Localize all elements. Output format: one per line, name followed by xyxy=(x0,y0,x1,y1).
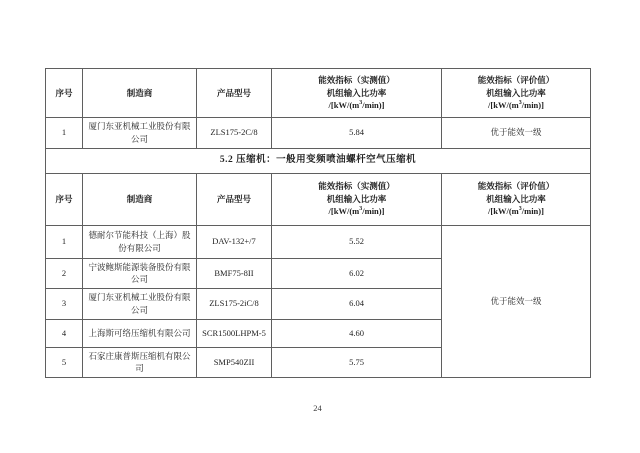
col-header-model: 产品型号 xyxy=(197,173,272,225)
cell-model: ZLS175-2iC/8 xyxy=(197,289,272,320)
col-header-evaluated xyxy=(442,69,591,118)
evaluated-header-unit: $/[kW/(m^3/\min)]$ xyxy=(488,100,544,111)
col-header-manufacturer: 制造商 xyxy=(83,69,197,118)
cell-index: 5 xyxy=(46,347,83,378)
cell-measured-value: 6.04 xyxy=(272,289,442,320)
cell-measured-value: 5.52 xyxy=(272,225,442,258)
measured-header-line1: 能效指标（实测值） xyxy=(318,180,395,191)
col-header-index: 序号 xyxy=(46,69,83,118)
col-header-evaluated xyxy=(442,173,591,225)
cell-model: SMP540ZII xyxy=(197,347,272,378)
cell-model: SCR1500LHPM-5 xyxy=(197,319,272,347)
section-5-2-title-row xyxy=(46,148,591,173)
cell-manufacturer: 厦门东亚机械工业股份有限公司 xyxy=(83,118,197,149)
evaluated-header-line1: 能效指标（评价值） xyxy=(477,74,555,85)
col-header-manufacturer: 制造商 xyxy=(83,173,197,225)
cell-index: 2 xyxy=(46,258,83,289)
cell-model: BMF75-8II xyxy=(197,258,272,289)
cell-rating-merged: 优于能效一级 xyxy=(442,225,591,378)
measured-header-line2: 机组输入比功率 xyxy=(326,87,387,98)
cell-index: 1 xyxy=(46,225,83,258)
section-5-2-header-row xyxy=(46,173,591,225)
measured-header-unit: $/[kW/(m^3/\min)]$ xyxy=(328,100,385,111)
cell-model: ZLS175-2C/8 xyxy=(197,118,272,149)
measured-header-line1: 能效指标（实测值） xyxy=(318,74,395,85)
energy-efficiency-table xyxy=(45,68,591,378)
evaluated-header-unit: $/[kW/(m^3/\min)]$ xyxy=(488,206,544,217)
measured-header-line2: 机组输入比功率 xyxy=(326,193,387,204)
evaluated-header-line2: 机组输入比功率 xyxy=(486,87,546,98)
cell-model: DAV-132+/7 xyxy=(197,225,272,258)
cell-manufacturer: 厦门东亚机械工业股份有限公司 xyxy=(83,289,197,320)
cell-index: 4 xyxy=(46,319,83,347)
table-row xyxy=(46,225,591,258)
col-header-model: 产品型号 xyxy=(197,69,272,118)
cell-rating: 优于能效一级 xyxy=(442,118,591,149)
table-row xyxy=(46,118,591,149)
section-5-2-title: 5.2 压缩机：一般用变频喷油螺杆空气压缩机 xyxy=(46,148,591,173)
cell-manufacturer: 上海斯可络压缩机有限公司 xyxy=(83,319,197,347)
measured-header-unit: $/[kW/(m^3/\min)]$ xyxy=(328,206,385,217)
cell-measured-value: 4.60 xyxy=(272,319,442,347)
col-header-measured xyxy=(272,69,442,118)
cell-measured-value: 5.84 xyxy=(272,118,442,149)
cell-measured-value: 5.75 xyxy=(272,347,442,378)
top-table-header-row xyxy=(46,69,591,118)
cell-measured-value: 6.02 xyxy=(272,258,442,289)
page-number: 24 xyxy=(313,403,322,413)
col-header-index: 序号 xyxy=(46,173,83,225)
col-header-measured xyxy=(272,173,442,225)
cell-index: 3 xyxy=(46,289,83,320)
evaluated-header-line1: 能效指标（评价值） xyxy=(477,180,555,191)
cell-manufacturer: 石家庄康普斯压缩机有限公司 xyxy=(83,347,197,378)
cell-index: 1 xyxy=(46,118,83,149)
cell-manufacturer: 宁波鲍斯能源装备股份有限公司 xyxy=(83,258,197,289)
evaluated-header-line2: 机组输入比功率 xyxy=(486,193,546,204)
cell-manufacturer: 德耐尔节能科技（上海）股份有限公司 xyxy=(83,225,197,258)
